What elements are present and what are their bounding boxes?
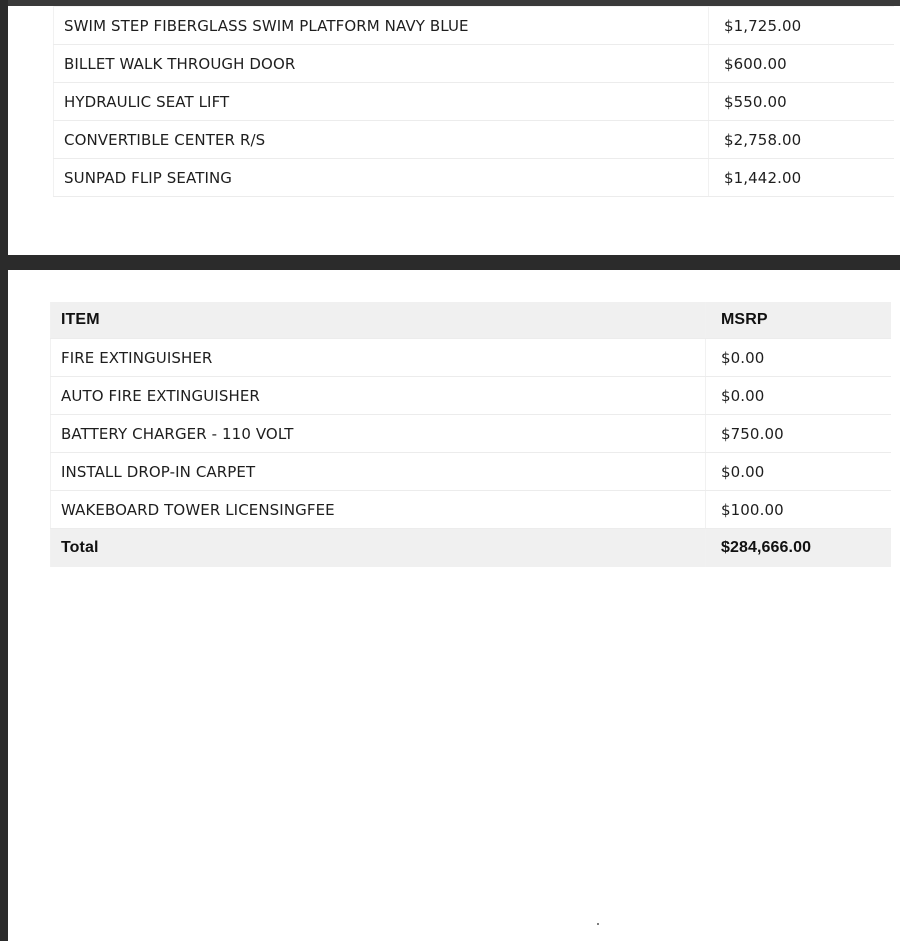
column-header-item: ITEM — [51, 302, 706, 339]
item-msrp: $600.00 — [709, 45, 895, 83]
column-header-msrp: MSRP — [706, 302, 892, 339]
table-row — [51, 491, 892, 529]
table-row — [51, 453, 892, 491]
item-name: FIRE EXTINGUISHER — [51, 339, 706, 377]
item-name: BATTERY CHARGER - 110 VOLT — [51, 415, 706, 453]
item-msrp: $550.00 — [709, 83, 895, 121]
item-name: CONVERTIBLE CENTER R/S — [54, 121, 709, 159]
item-msrp: $0.00 — [706, 453, 892, 491]
total-label: Total — [51, 529, 706, 568]
item-name: SWIM STEP FIBERGLASS SWIM PLATFORM NAVY BLUE — [54, 7, 709, 45]
item-name: BILLET WALK THROUGH DOOR — [54, 45, 709, 83]
item-msrp: $0.00 — [706, 377, 892, 415]
scan-speck — [597, 923, 599, 925]
item-msrp: $1,725.00 — [709, 7, 895, 45]
table-row — [51, 415, 892, 453]
item-msrp: $2,758.00 — [709, 121, 895, 159]
item-msrp: $750.00 — [706, 415, 892, 453]
item-name: AUTO FIRE EXTINGUISHER — [51, 377, 706, 415]
item-msrp: $1,442.00 — [709, 159, 895, 197]
document-page-top — [8, 0, 900, 255]
table-row — [54, 83, 895, 121]
item-name: WAKEBOARD TOWER LICENSINGFEE — [51, 491, 706, 529]
item-msrp: $0.00 — [706, 339, 892, 377]
item-msrp: $100.00 — [706, 491, 892, 529]
document-page-bottom — [8, 270, 900, 941]
table-row — [54, 7, 895, 45]
table-row — [54, 121, 895, 159]
table-row — [54, 45, 895, 83]
options-table — [50, 302, 891, 567]
table-row — [54, 159, 895, 197]
table-row — [51, 339, 892, 377]
item-name: INSTALL DROP-IN CARPET — [51, 453, 706, 491]
table-row — [51, 377, 892, 415]
item-name: SUNPAD FLIP SEATING — [54, 159, 709, 197]
total-msrp: $284,666.00 — [706, 529, 892, 568]
item-name: HYDRAULIC SEAT LIFT — [54, 83, 709, 121]
total-row — [51, 529, 892, 568]
table-header-row — [51, 302, 892, 339]
options-table-continued — [53, 6, 894, 197]
